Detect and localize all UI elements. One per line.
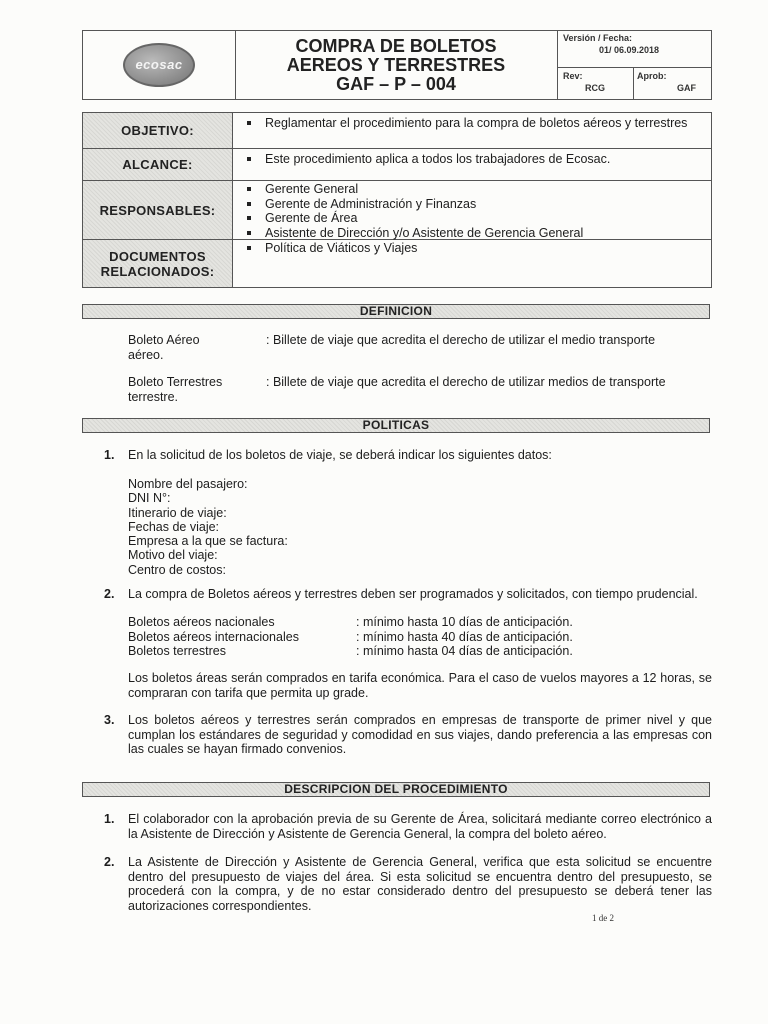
version-label: Versión / Fecha:	[563, 33, 633, 43]
responsables-label: RESPONSABLES:	[83, 181, 233, 239]
def-term-1-line1: Boleto Aéreo	[128, 333, 200, 347]
def-term-2-line2: terrestre.	[128, 389, 179, 404]
documentos-label: DOCUMENTOS RELACIONADOS:	[83, 240, 233, 287]
objetivo-text: Reglamentar el procedimiento para la compra de boletos aéreos y terrestres	[241, 116, 707, 131]
title-line-2: AEREOS Y TERRESTRES	[286, 55, 506, 75]
politica-3-number: 3.	[104, 713, 115, 727]
alcance-label: ALCANCE:	[83, 149, 233, 180]
aprob-value: GAF	[677, 83, 696, 93]
rev-box	[557, 67, 634, 99]
ecosac-logo	[123, 43, 195, 87]
politica-1-text: En la solicitud de los boletos de viaje, se deberá indicar los siguientes datos:	[128, 448, 552, 462]
anticipacion-value: : mínimo hasta 10 días de anticipación.	[356, 615, 573, 629]
info-table	[82, 112, 712, 288]
field-empresa: Empresa a la que se factura:	[128, 534, 288, 549]
field-itinerario: Itinerario de viaje:	[128, 505, 227, 520]
section-procedimiento: DESCRIPCION DEL PROCEDIMIENTO	[82, 782, 710, 797]
paso-2-text: La Asistente de Dirección y Asistente de Gerencia General, verifica que esta solicitud se encuentre dentro del presupuesto de viajes del área. Si esta solicitud se encuentra dentro del presupuesto, se procederá con la compra, y de no estar considerado dentro del presupuesto se deberá tener las autorizaciones correspondientes.	[128, 855, 712, 913]
def-term-1	[128, 333, 200, 362]
alcance-value	[241, 152, 707, 167]
objetivo-value	[241, 116, 707, 131]
alcance-text: Este procedimiento aplica a todos los trabajadores de Ecosac.	[241, 152, 707, 167]
aprob-label: Aprob:	[637, 71, 667, 81]
anticipacion-value: : mínimo hasta 04 días de anticipación.	[356, 644, 573, 658]
responsable-item: Gerente de Administración y Finanzas	[241, 197, 707, 212]
def-term-1-line2: aéreo.	[128, 347, 164, 362]
document-title	[235, 37, 557, 94]
title-line-1: COMPRA DE BOLETOS	[295, 36, 497, 56]
title-line-3: GAF – P – 004	[336, 74, 456, 94]
anticipacion-label: Boletos aéreos internacionales	[128, 629, 299, 644]
meta-cell	[557, 31, 711, 99]
politica-1-fields	[128, 477, 288, 577]
objetivo-label: OBJETIVO:	[83, 113, 233, 148]
page-number: 1 de 2	[592, 913, 614, 923]
def-text-1: : Billete de viaje que acredita el derecho de utilizar el medio transporte	[266, 333, 656, 347]
anticipacion-label: Boletos aéreos nacionales	[128, 615, 275, 629]
row-alcance	[83, 149, 711, 181]
version-value: 01/ 06.09.2018	[599, 45, 660, 55]
row-responsables	[83, 181, 711, 240]
politica-1-number: 1.	[104, 448, 115, 462]
def-term-2-line1: Boleto Terrestres	[128, 375, 223, 389]
field-fechas: Fechas de viaje:	[128, 519, 220, 534]
title-cell	[235, 31, 558, 99]
politica-3-text: Los boletos aéreos y terrestres serán comprados en empresas de transporte de primer nivel y que cumplan los estándares de seguridad y comodidad en sus viajes, dando preferencia a las empresas con las cuales se hayan firmado convenios.	[128, 713, 712, 756]
def-term-2	[128, 375, 222, 404]
responsables-list	[241, 182, 707, 240]
field-dni: DNI N°:	[128, 491, 171, 506]
document-header	[82, 30, 712, 100]
politica-2-text: La compra de Boletos aéreos y terrestres deben ser programados y solicitados, con tiempo prudencial.	[128, 587, 698, 601]
documentos-list	[241, 241, 707, 256]
rev-value: RCG	[585, 83, 605, 93]
field-nombre: Nombre del pasajero:	[128, 477, 248, 491]
paso-1-number: 1.	[104, 812, 115, 826]
anticipacion-labels	[128, 615, 299, 659]
section-definicion: DEFINICION	[82, 304, 710, 319]
section-politicas: POLITICAS	[82, 418, 710, 433]
anticipacion-label: Boletos terrestres	[128, 644, 226, 658]
documento-item: Política de Viáticos y Viajes	[241, 241, 707, 256]
paso-1-text: El colaborador con la aprobación previa de su Gerente de Área, solicitará mediante correo electrónico a la Asistente de Dirección y Asistente de Gerencia General, la compra del boleto aéreo.	[128, 812, 712, 841]
paso-2-number: 2.	[104, 855, 115, 869]
field-motivo: Motivo del viaje:	[128, 548, 218, 563]
politica-2-number: 2.	[104, 587, 115, 601]
row-documentos	[83, 240, 711, 287]
responsable-item: Gerente General	[241, 182, 707, 197]
anticipacion-values	[356, 615, 573, 659]
logo-text: ecosac	[135, 57, 183, 72]
responsable-item: Gerente de Área	[241, 211, 707, 226]
version-box	[557, 31, 711, 68]
def-text-2: : Billete de viaje que acredita el derecho de utilizar medios de transporte	[266, 375, 666, 389]
logo-cell	[83, 31, 236, 99]
field-centro-costos: Centro de costos:	[128, 562, 226, 577]
row-objetivo	[83, 113, 711, 149]
politica-2-note: Los boletos áreas serán comprados en tarifa económica. Para el caso de vuelos mayores a 12 horas, se compraran con tarifa que permita up grade.	[128, 671, 712, 700]
responsable-item: Asistente de Dirección y/o Asistente de Gerencia General	[241, 226, 707, 241]
aprob-box	[633, 67, 711, 99]
rev-label: Rev:	[563, 71, 583, 81]
anticipacion-value: : mínimo hasta 40 días de anticipación.	[356, 629, 573, 644]
